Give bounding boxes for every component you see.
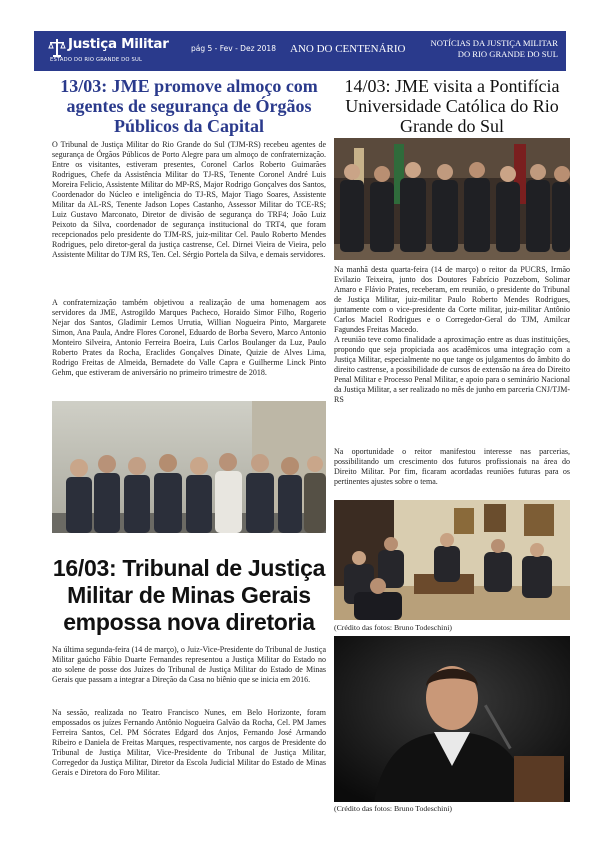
section-label-line2: DO RIO GRANDE DO SUL: [457, 49, 558, 59]
article3-paragraph-2: Na sessão, realizada no Teatro Francisco Nunes, em Belo Horizonte, foram empossados os juízes Fernando Antônio Nogueira Galvão da Rocha, Cel. PM James Ferreira Santos, Cel. PM Sócrates Edgard dos Anjos, Fernando José Armando Ribeiro e Daniela de Freitas Marques, respectivamente, nos cargos de Presidente do Tribunal de Justiça Militar, Vice-Presidente do Tribunal de Justiça Militar, Corregedor da Justiça Militar, Diretor da Escola Judicial Militar do Estado de Minas Gerais e Diretora do Foro Militar.: [52, 708, 326, 777]
article1-paragraph-2: A confraternização também objetivou a realização de uma homenagem aos servidores da JME, Astrogildo Marques Pacheco, Horaido Simor Filho, Rogerio Nejar dos Santos, Gladimir Lemos Urrutia, Willian Nogueira Pinto, Margarete Simon, Ana Paula, Andre Flores Coronel, Eduardo de Borba Severo, Marco Antonio Monteiro Silveira, Antonio Ferreira Boeira, Luis Carlos Boulanger da Luz, Paulo Roberto Prates da Rocha, Eraclides Gonçalves Dinate, Quizie de Alves Lima, Rodrigo Freitas de Almeida, Bernadete do Valle Capra e Guilherme Linck Pinto Gehm, que estiveram de aniversário no primeiro trimestre de 2018.: [52, 298, 326, 377]
logo-subtitle: ESTADO DO RIO GRANDE DO SUL: [50, 57, 143, 63]
article2-paragraph-1: Na manhã desta quarta-feira (14 de março) o reitor da PUCRS, Irmão Evilazio Teixeira, junto dos Doutores Fabrício Pozzebom, Solimar Amaro e Flávio Prates, receberam, em reunião, o presidente do Tribunal de Justiça Militar, juiz-militar Paulo Roberto Mendes Rodrigues, juntamente com o vice-presidente da Corte militar, juiz-militar Antônio Carlos Maciel Rodrigues e o Corregedor-Geral do TJM, Amilcar Fagundes Freitas Macedo.: [334, 265, 570, 334]
article3-photo-credit: (Crédito das fotos: Bruno Todeschini): [334, 804, 452, 813]
article2-group-photo: [334, 138, 570, 260]
article3-speaker-photo: [334, 636, 570, 802]
article2-photo-credit: (Crédito das fotos: Bruno Todeschini): [334, 623, 452, 632]
article1-title: 13/03: JME promove almoço com agentes de segurança de Órgãos Públicos da Capital: [60, 76, 318, 136]
article3-paragraph-1: Na última segunda-feira (14 de março), o Juiz-Vice-Presidente do Tribunal de Justiça Militar gaúcho Fábio Duarte Fernandes representou a Justiça Militar do Estado no ato solene de posse dos Juízes do Tribunal de Justiça Militar do Estado de Minas Gerais que passam a integrar a Direção da Casa no biênio que se inicia em 2016.: [52, 645, 326, 684]
article2-paragraph-3: Na oportunidade o reitor manifestou interesse nas parcerias, possibilitando um crescimento dos futuros profissionais na área do Direito Militar. Por fim, ficaram acordadas reuniões futuras para os pertinentes ajustes sobre o tema.: [334, 447, 570, 486]
centenario-label: ANO DO CENTENÁRIO: [290, 43, 406, 55]
logo-title: Justiça Militar: [68, 36, 169, 52]
page-info: pág 5 - Fev - Dez 2018: [191, 44, 276, 53]
article1-group-photo: [52, 401, 326, 533]
section-label-line1: NOTÍCIAS DA JUSTIÇA MILITAR: [430, 38, 558, 48]
masthead-band: [34, 31, 566, 71]
article2-meeting-photo: [334, 500, 570, 620]
article1-paragraph-1: O Tribunal de Justiça Militar do Rio Grande do Sul (TJM-RS) recebeu agentes de segurança de Órgãos Públicos de Porto Alegre para um almoço de confraternização. Entre os visitantes, estiveram presentes, Coronel Carlos Roberto Guimarães Rodrigues, Chefe da Assistência Militar do TJ-RS, Tenente Coronel André Luis Moreira Felicio, Assistente Militar do MP-RS, Major Rodrigo Gonçalves dos Santos, Coordenador do Núcleo e inteligência do TJ-RS, Major Tiago Soares, Assistente Militar da AL-RS, Tenente Jadson Lopes Castanho, Assessor Militar do TCE-RS; Luiz Gustavo Marconato, Diretor de divisão de segurança do TRF4; João Luiz Peixoto da Silva, coordenador de segurança institucional do TRT4, que foram recepcionados pelo presidente do TJM-RS, juiz-militar Cel. Paulo Roberto Mendes Rodrigues, pelo diretor-geral da justiça castrense, Cel. Dirnei Vieira de Vieira, pelo Assistente Militar do TJM RS, Ten. Cel. Sérgio Portela da Silva, e demais servidores.: [52, 140, 326, 259]
scales-icon: [48, 37, 66, 59]
justica-militar-logo[interactable]: [48, 35, 188, 67]
article2-paragraph-2: A reunião teve como finalidade a aproximação entre as duas instituições, propondo que seja propiciada aos acadêmicos uma integração com a Justiça Militar, especialmente no que tange os julgamentos do âmbito do direito castrense, a possibilidade de cursos de extensão na área do Direito Penal Militar e Processo Penal Militar, e apoio para o seminário Nacional da Justiça Militar, a ser realizado no mês de junho em parceria CNJ/TJM-RS: [334, 335, 570, 404]
article3-title: 16/03: Tribunal de Justiça Militar de Minas Gerais empossa nova diretoria: [52, 555, 326, 635]
section-label: [430, 38, 558, 60]
article2-title: 14/03: JME visita a Pontifícia Universidade Católica do Rio Grande do Sul: [344, 76, 560, 136]
